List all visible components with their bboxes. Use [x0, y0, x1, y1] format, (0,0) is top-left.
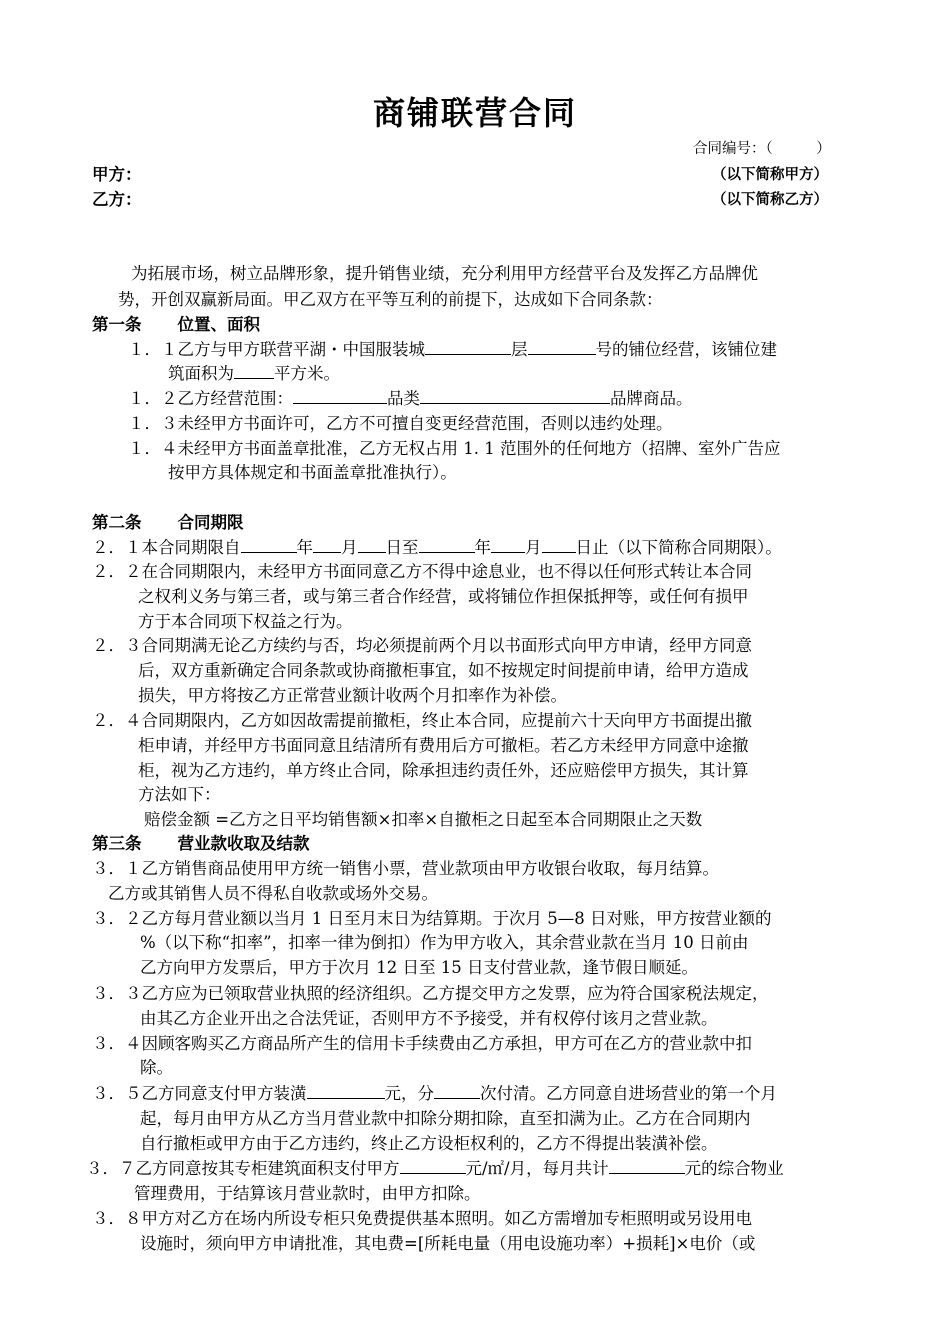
intro-line-1: 为拓展市场，树立品牌形象，提升销售业绩，充分利用甲方经营平台及发挥乙方品牌优: [131, 264, 758, 283]
blank-installments: [434, 1082, 480, 1099]
blank-decoration-fee: [307, 1082, 385, 1099]
article-1-number: 第一条: [92, 315, 142, 334]
party-a-label: 甲方：: [92, 165, 142, 184]
clause-2-3-line-2: 后，双方重新确定合同条款或协商撤柜事宜，如不按规定时间提前申请，给甲方造成: [138, 661, 749, 680]
clause-3-7-line-1: ３．７乙方同意按其专柜建筑面积支付甲方 元/㎡/月，每月共计 元的综合物业: [86, 1159, 784, 1178]
blank-start-month: [313, 536, 341, 553]
blank-category: [293, 387, 387, 404]
blank-start-day: [358, 536, 386, 553]
clause-3-4-line-1: ３．４因顾客购买乙方商品所产生的信用卡手续费由乙方承担，甲方可在乙方的营业款中扣: [92, 1034, 752, 1053]
clause-2-4-line-1: ２．４合同期限内，乙方如因故需提前撤柜，终止本合同，应提前六十天向甲方书面提出撤: [92, 711, 752, 730]
clause-3-5-line-1: ３．５乙方同意支付甲方装潢 元，分 次付清。乙方同意自进场营业的第一个月: [92, 1084, 777, 1103]
clause-3-2-line-1: ３．２乙方每月营业额以当月 1 日至月末日为结算期。于次月 5—8 日对账，甲方按营业额的: [92, 909, 772, 928]
clause-2-2-line-3: 方于本合同项下权益之行为。: [138, 612, 353, 631]
blank-area: [234, 362, 274, 379]
clause-1-4-line-1: １．４未经甲方书面盖章批准，乙方无权占用 1. 1 范围外的任何地方（招牌、室外广告应: [128, 439, 781, 458]
clause-2-4-line-3: 柜，视为乙方违约，单方终止合同，除承担违约责任外，还应赔偿甲方损失，其计算: [138, 761, 749, 780]
intro-line-2: 势，开创双赢新局面。甲乙双方在平等互利的前提下，达成如下合同条款：: [118, 290, 663, 309]
article-2-title: 合同期限: [177, 513, 244, 532]
clause-3-3-line-2: 由其乙方企业开出之合法凭证，否则甲方不予接受，并有权停付该月之营业款。: [140, 1009, 718, 1028]
clause-1-1-line-1: １．１乙方与甲方联营平湖・中国服装城 层 号的铺位经营，该铺位建: [128, 340, 777, 359]
article-3-heading: [92, 832, 310, 856]
party-b-label: 乙方：: [92, 190, 142, 209]
clause-1-2: １．２乙方经营范围： 品类 品牌商品。: [128, 389, 693, 408]
article-3-number: 第三条: [92, 834, 142, 853]
article-3-title: 营业款收取及结款: [177, 834, 310, 853]
blank-monthly-total: [609, 1157, 685, 1174]
clause-2-4-line-2: 柜申请，并经甲方书面同意且结清所有费用后方可撤柜。若乙方未经甲方同意中途撤: [138, 736, 749, 755]
article-2-number: 第二条: [92, 513, 142, 532]
clause-2-3-line-3: 损失，甲方将按乙方正常营业额计收两个月扣率作为补偿。: [138, 686, 567, 705]
clause-1-3: １．３未经甲方书面许可，乙方不可擅自变更经营范围，否则以违约处理。: [128, 414, 673, 433]
clause-3-1-line-2: 乙方或其销售人员不得私自收款或场外交易。: [108, 884, 438, 903]
clause-2-2-line-2: 之权利义务与第三者，或与第三者合作经营，或将铺位作担保抵押等，或任何有损甲: [138, 587, 749, 606]
party-b-note: （以下简称乙方）: [712, 191, 828, 208]
compensation-formula: 赔偿金额 =乙方之日平均销售额×扣率×自撤柜之日起至本合同期限止之天数: [144, 810, 703, 829]
clause-3-2-line-2: %（以下称“扣率”，扣率一律为倒扣）作为甲方收入，其余营业款在当月 10 日前由: [140, 933, 749, 952]
blank-end-month: [491, 536, 525, 553]
clause-3-8-line-1: ３．８甲方对乙方在场内所设专柜只免费提供基本照明。如乙方需增加专柜照明或另设用电: [92, 1209, 752, 1228]
clause-3-2-line-3: 乙方向甲方发票后，甲方于次月 12 日至 15 日支付营业款，逢节假日顺延。: [140, 958, 698, 977]
blank-end-year: [419, 536, 475, 553]
article-1-heading: [92, 313, 260, 337]
blank-end-day: [542, 536, 576, 553]
clause-3-7-line-2: 管理费用，于结算该月营业款时，由甲方扣除。: [134, 1184, 481, 1203]
article-2-heading: [92, 511, 244, 535]
blank-brand: [420, 387, 610, 404]
blank-fee-per-sqm: [400, 1157, 466, 1174]
clause-2-1: ２．１本合同期限自 年 月 日至 年 月 日止（以下简称合同期限）。: [92, 538, 782, 557]
clause-3-8-line-2: 设施时，须向甲方申请批准，其电费=[所耗电量（用电设施功率）+损耗]×电价（或: [140, 1234, 756, 1253]
article-1-title: 位置、面积: [177, 315, 260, 334]
clause-2-2-line-1: ２．２在合同期限内，未经甲方书面同意乙方不得中途息业，也不得以任何形式转让本合同: [92, 562, 752, 581]
clause-1-4-line-2: 按甲方具体规定和书面盖章批准执行）。: [168, 463, 457, 482]
party-a-note: （以下简称甲方）: [712, 166, 828, 183]
clause-2-4-line-4: 方法如下：: [138, 785, 221, 804]
clause-3-3-line-1: ３．３乙方应为已领取营业执照的经济组织。乙方提交甲方之发票，应为符合国家税法规定，: [92, 984, 769, 1003]
blank-start-year: [241, 536, 297, 553]
blank-floor: [425, 338, 511, 355]
document-title: 商铺联营合同: [372, 94, 577, 132]
clause-1-1-line-2: 筑面积为 平方米。: [168, 364, 340, 383]
contract-number: 合同编号：（ ）: [693, 141, 831, 157]
blank-unit-number: [528, 338, 596, 355]
clause-2-3-line-1: ２．３合同期满无论乙方续约与否，均必须提前两个月以书面形式向甲方申请，经甲方同意: [92, 636, 752, 655]
clause-3-5-line-2: 起，每月由甲方从乙方当月营业款中扣除分期扣除，直至扣满为止。乙方在合同期内: [140, 1109, 751, 1128]
clause-3-1-line-1: ３．１乙方销售商品使用甲方统一销售小票，营业款项由甲方收银台收取，每月结算。: [92, 859, 719, 878]
clause-3-4-line-2: 除。: [140, 1058, 173, 1077]
clause-3-5-line-3: 自行撤柜或甲方由于乙方违约，终止乙方设柜权利的，乙方不得提出装潢补偿。: [140, 1134, 718, 1153]
